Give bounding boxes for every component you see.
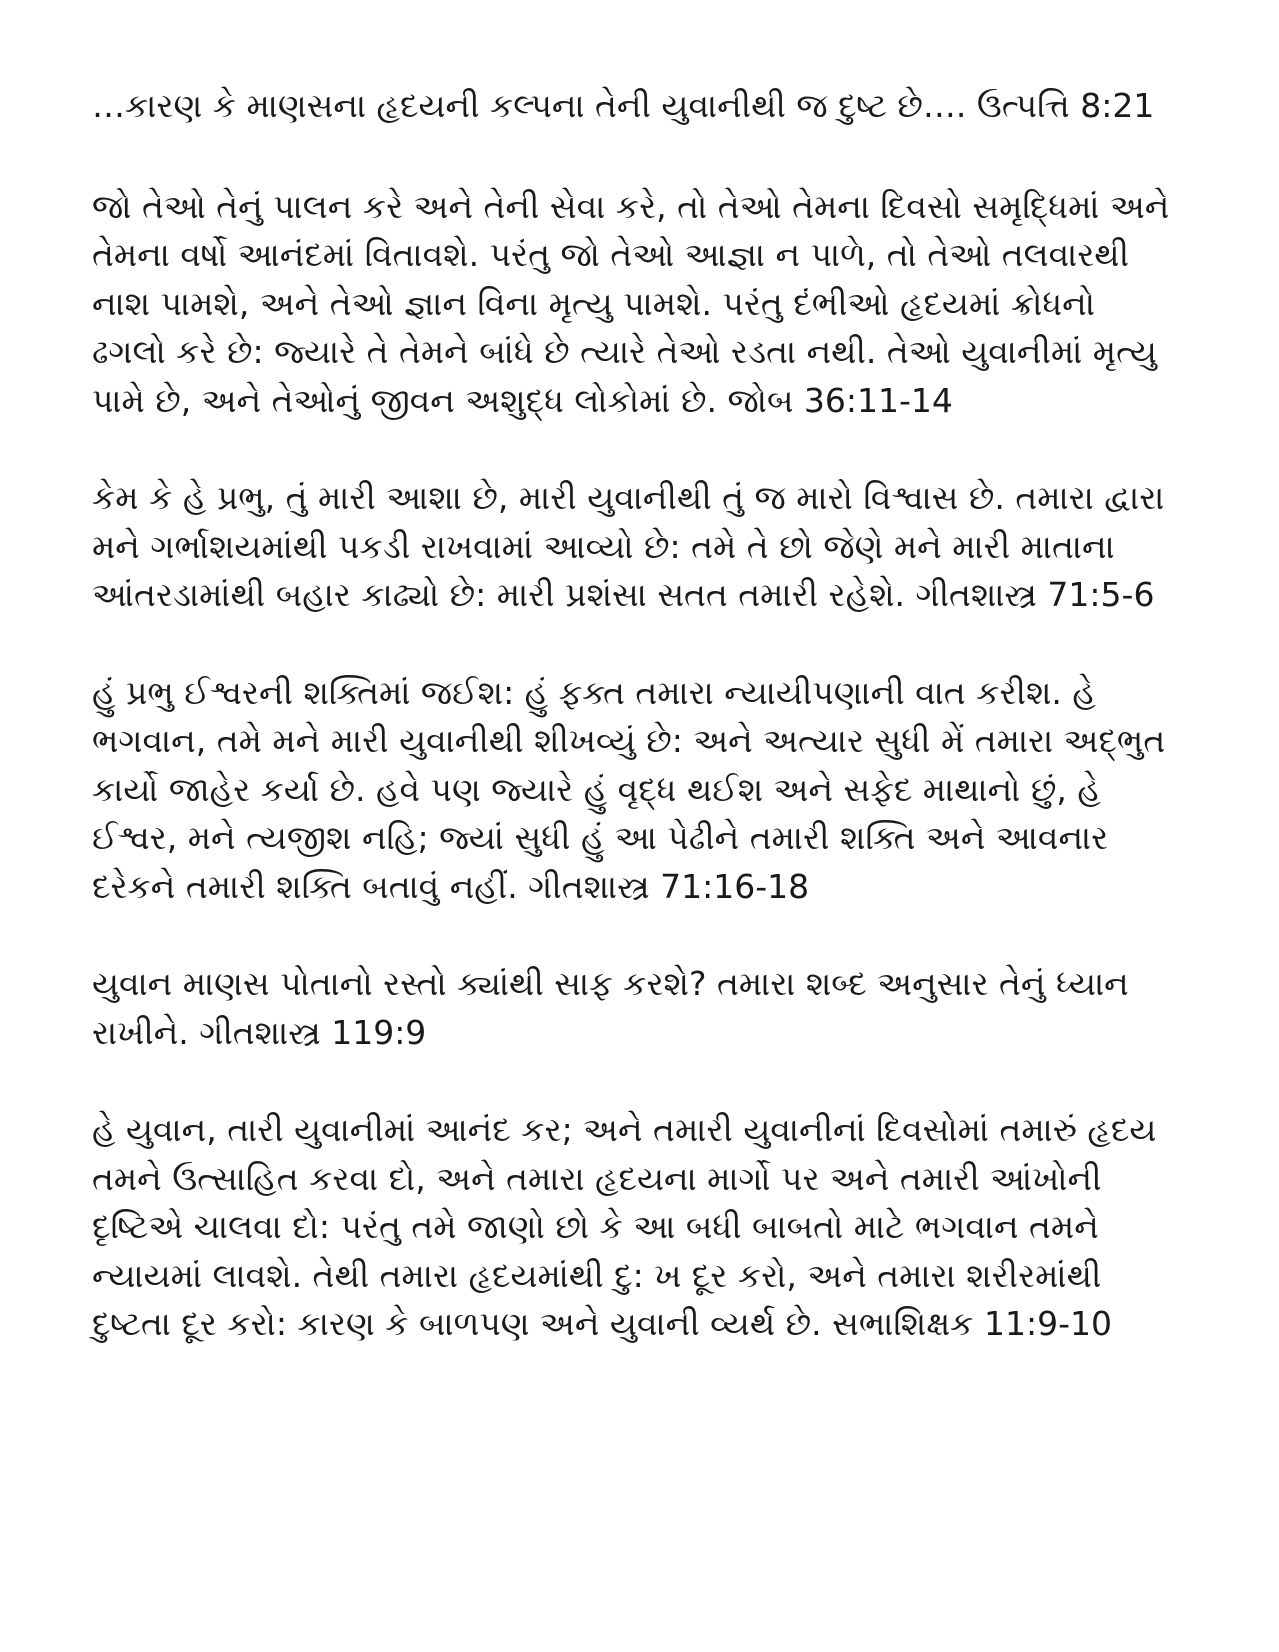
passage-ecclesiastes-11-9-10: હે યુવાન, તારી યુવાનીમાં આનંદ કર; અને તમારી યુવાનીનાં દિવસોમાં તમારું હૃદય તમને ઉત્સાહિત કરવા દો, અને તમારા હૃદયના માર્ગો પર અને તમારી આંખોની દૃષ્ટિએ ચાલવા દો: પરંતુ તમે જાણો છો કે આ બધી બાબતો માટે ભગવાન તમને ન્યાયમાં લાવશે. તેથી તમારા હૃદયમાંથી દુ: ખ દૂર કરો, અને તમારા શરીરમાંથી દુષ્ટતા દૂર કરો: કારણ કે બાળપણ અને યુવાની વ્યર્થ છે. સભાશિક્ષક 11:9-10 [92,1110,1157,1343]
passage-psalm-71-5-6: કેમ કે હે પ્રભુ, તું મારી આશા છે, મારી યુવાનીથી તું જ મારો વિશ્વાસ છે. તમારા દ્વારા મને ગર્ભાશયમાંથી પકડી રાખવામાં આવ્યો છે: તમે તે છો જેણે મને મારી માતાના આંતરડામાંથી બહાર કાઢ્યો છે: મારી પ્રશંસા સતત તમારી રહેશે. ગીતશાસ્ત્ર 71:5-6 [92,478,1165,614]
passage-psalm-71-16-18: હું પ્રભુ ઈશ્વરની શક્તિમાં જઈશ: હું ફક્ત તમારા ન્યાયીપણાની વાત કરીશ. હે ભગવાન, તમે મને મારી યુવાનીથી શીખવ્યું છે: અને અત્યાર સુધી મેં તમારા અદ્ભુત કાર્યો જાહેર કર્યા છે. હવે પણ જ્યારે હું વૃદ્ધ થઈશ અને સફેદ માથાનો છું, હે ઈશ્વર, મને ત્યજીશ નહિ; જ્યાં સુધી હું આ પેઢીને તમારી શક્તિ અને આવનાર દરેકને તમારી શક્તિ બતાવું નહીં. ગીતશાસ્ત્ર 71:16-18 [92,672,1166,906]
passage-genesis-8-21: …કારણ કે માણસના હૃદયની કલ્પના તેની યુવાનીથી જ દુષ્ટ છે…. ઉત્પત્તિ 8:21 [92,86,1155,125]
passage-psalm-119-9: યુવાન માણસ પોતાનો રસ્તો ક્યાંથી સાફ કરશે? તમારા શબ્દ અનુસાર તેનું ધ્યાન રાખીને. ગીતશાસ્ત્ર 119:9 [92,964,1129,1052]
passage-job-36-11-14: જો તેઓ તેનું પાલન કરે અને તેની સેવા કરે, તો તેઓ તેમના દિવસો સમૃદ્ધિમાં અને તેમના વર્ષો આનંદમાં વિતાવશે. પરંતુ જો તેઓ આજ્ઞા ન પાળે, તો તેઓ તલવારથી નાશ પામશે, અને તેઓ જ્ઞાન વિના મૃત્યુ પામશે. પરંતુ દંભીઓ હૃદયમાં ક્રોધનો ઢગલો કરે છે: જ્યારે તે તેમને બાંધે છે ત્યારે તેઓ રડતા નથી. તેઓ યુવાનીમાં મૃત્યુ પામે છે, અને તેઓનું જીવન અશુદ્ધ લોકોમાં છે. જોબ 36:11-14 [92,186,1170,420]
